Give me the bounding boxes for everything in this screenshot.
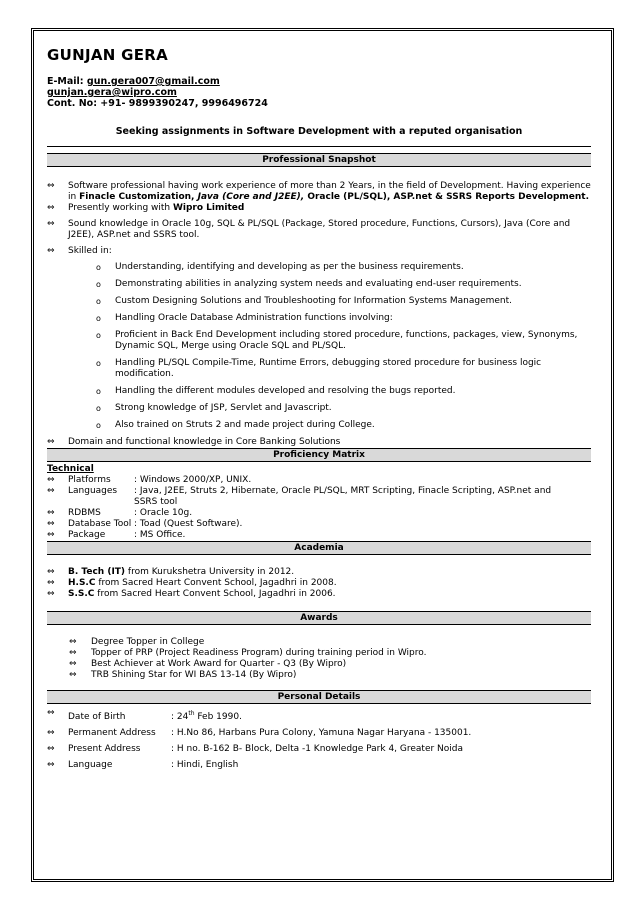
- arrow-icon: ⇔: [47, 203, 55, 213]
- section-awards: Awards: [47, 611, 591, 625]
- arrow-icon: ⇔: [47, 486, 55, 496]
- arrow-icon: ⇔: [47, 530, 55, 540]
- resume: [47, 46, 591, 771]
- bullet-icon: o: [96, 314, 101, 323]
- skill-item: o Handling Oracle Database Administration functions involving:: [96, 313, 393, 323]
- section-personal-details: Personal Details: [47, 690, 591, 704]
- arrow-icon: ⇔: [47, 181, 55, 191]
- skill-item: o Handling the different modules developed and resolving the bugs reported.: [96, 386, 456, 396]
- email-label: E-Mail:: [47, 76, 87, 87]
- arrow-icon: ⇔: [47, 475, 55, 485]
- arrow-icon: ⇔: [47, 760, 55, 770]
- award-item: ⇔ TRB Shining Star for WI BAS 13-14 (By Wipro): [69, 670, 297, 680]
- email-link-1[interactable]: gun.gera007@gmail.com: [86, 76, 220, 87]
- arrow-icon: ⇔: [47, 219, 55, 229]
- skill-row: ⇔ Languages : Java, J2EE, Struts 2, Hibernate, Oracle PL/SQL, MRT Scripting, Finacle Scripting, ASP.net and SSRS tool: [47, 486, 552, 507]
- academia-item: ⇔ S.S.C from Sacred Heart Convent School, Jagadhri in 2006.: [47, 589, 336, 599]
- divider: [47, 146, 591, 147]
- skill-item: o Strong knowledge of JSP, Servlet and Javascript.: [96, 403, 332, 413]
- section-proficiency-matrix: Proficiency Matrix: [47, 448, 591, 462]
- skill-item: o Also trained on Struts 2 and made project during College.: [96, 420, 375, 430]
- snapshot-item: ⇔ Software professional having work experience of more than 2 Years, in the field of Development. Having experience in Finacle Customization, Java (Core and J2EE), Oracle (PL/SQL), ASP.net & SSRS Reports Development.: [47, 181, 591, 202]
- academia-item: ⇔ B. Tech (IT) from Kurukshetra University in 2012.: [47, 567, 295, 577]
- section-academia: Academia: [47, 541, 591, 555]
- personal-dob: ⇔ Date of Birth : 24th Feb 1990.: [47, 708, 242, 722]
- bullet-icon: o: [96, 359, 101, 368]
- skill-item: o Proficient in Back End Development including stored procedure, functions, packages, view, Synonyms, Dynamic SQL, Merge using Oracle SQL and PL/SQL.: [96, 330, 578, 351]
- arrow-icon: ⇔: [69, 637, 77, 647]
- snapshot-item: ⇔ Presently working with Wipro Limited: [47, 203, 245, 213]
- bullet-icon: o: [96, 421, 101, 430]
- contact-block: [47, 76, 591, 109]
- skill-row: ⇔ Platforms : Windows 2000/XP, UNIX.: [47, 475, 252, 485]
- arrow-icon: ⇔: [47, 567, 55, 577]
- section-professional-snapshot: Professional Snapshot: [47, 153, 591, 167]
- arrow-icon: ⇔: [47, 508, 55, 518]
- arrow-icon: ⇔: [47, 578, 55, 588]
- snapshot-item: ⇔ Skilled in:: [47, 246, 112, 256]
- arrow-icon: ⇔: [47, 589, 55, 599]
- skill-row: ⇔ Package : MS Office.: [47, 530, 186, 540]
- skill-row: ⇔ RDBMS : Oracle 10g.: [47, 508, 193, 518]
- candidate-name: GUNJAN GERA: [47, 46, 169, 64]
- bullet-icon: o: [96, 331, 101, 340]
- arrow-icon: ⇔: [69, 659, 77, 669]
- award-item: ⇔ Best Achiever at Work Award for Quarter - Q3 (By Wipro): [69, 659, 347, 669]
- bullet-icon: o: [96, 387, 101, 396]
- personal-language: ⇔ Language : Hindi, English: [47, 760, 239, 770]
- snapshot-item: ⇔ Sound knowledge in Oracle 10g, SQL & PL/SQL (Package, Stored procedure, Functions, Cursors), Java (Core and J2EE), ASP.net and SSRS tool.: [47, 219, 571, 240]
- bullet-icon: o: [96, 404, 101, 413]
- bullet-icon: o: [96, 263, 101, 272]
- award-item: ⇔ Topper of PRP (Project Readiness Program) during training period in Wipro.: [69, 648, 427, 658]
- arrow-icon: ⇔: [69, 670, 77, 680]
- arrow-icon: ⇔: [47, 519, 55, 529]
- personal-present-address: ⇔ Present Address : H no. B-162 B- Block, Delta -1 Knowledge Park 4, Greater Noida: [47, 744, 464, 754]
- skill-item: o Custom Designing Solutions and Troubleshooting for Information Systems Management.: [96, 296, 513, 306]
- bullet-icon: o: [96, 297, 101, 306]
- arrow-icon: ⇔: [47, 437, 55, 447]
- snapshot-item: ⇔ Domain and functional knowledge in Core Banking Solutions: [47, 437, 341, 447]
- email-link-2[interactable]: gunjan.gera@wipro.com: [47, 87, 177, 98]
- skill-item: o Understanding, identifying and developing as per the business requirements.: [96, 262, 464, 272]
- skill-row: ⇔ Database Tool : Toad (Quest Software).: [47, 519, 243, 529]
- skill-item: o Handling PL/SQL Compile-Time, Runtime Errors, debugging stored procedure for business logic modification.: [96, 358, 542, 379]
- arrow-icon: ⇔: [47, 744, 55, 754]
- phone-numbers: Cont. No: +91- 9899390247, 9996496724: [47, 98, 268, 109]
- arrow-icon: ⇔: [47, 708, 55, 718]
- academia-item: ⇔ H.S.C from Sacred Heart Convent School, Jagadhri in 2008.: [47, 578, 337, 588]
- arrow-icon: ⇔: [47, 728, 55, 738]
- technical-heading: Technical: [47, 464, 94, 474]
- award-item: ⇔ Degree Topper in College: [69, 637, 205, 647]
- skill-item: o Demonstrating abilities in analyzing system needs and evaluating end-user requirements.: [96, 279, 522, 289]
- personal-permanent-address: ⇔ Permanent Address : H.No 86, Harbans Pura Colony, Yamuna Nagar Haryana - 135001.: [47, 728, 472, 738]
- objective: Seeking assignments in Software Development with a reputed organisation: [115, 126, 523, 137]
- bullet-icon: o: [96, 280, 101, 289]
- arrow-icon: ⇔: [47, 246, 55, 256]
- arrow-icon: ⇔: [69, 648, 77, 658]
